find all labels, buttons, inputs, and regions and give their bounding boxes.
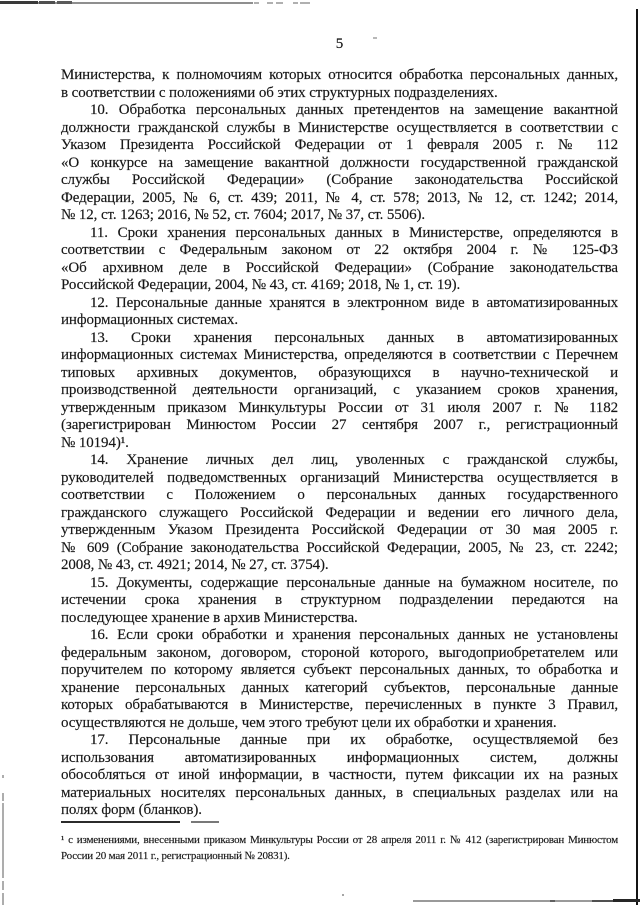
text-line: 2008, № 43, ст. 4921; 2014, № 27, ст. 3754). xyxy=(61,557,329,573)
text-line: гражданского служащего Российской Федерации и ведении его личного дела, xyxy=(61,504,618,521)
text-line: 16. Если сроки обработки и хранения персональных данных не установлены xyxy=(90,627,618,643)
scan-artifact-top-dash xyxy=(293,2,298,4)
footnote-separator xyxy=(61,821,180,823)
text-line: «Об архивном деле в Российской Федерации» (Собрание законодательства xyxy=(61,259,618,276)
text-line: руководителей подведомственных организаций Министерства осуществляется в xyxy=(61,469,618,486)
paragraph xyxy=(61,67,618,102)
paragraph xyxy=(61,330,618,453)
text-line: утвержденным Указом Президента Российской Федерации от 30 мая 2005 г. xyxy=(61,522,618,538)
text-line: № 12, ст. 1263; 2016, № 52, ст. 7604; 2017, № 37, ст. 5506). xyxy=(61,207,426,223)
scan-artifact-top-dark xyxy=(0,1,38,4)
footnote-line: России 20 мая 2011 г., регистрационный № 20831). xyxy=(61,850,290,862)
text-line: 13. Сроки хранения персональных данных в автоматизированных xyxy=(90,329,618,346)
paragraph xyxy=(61,102,618,225)
text-line: № 609 (Собрание законодательства Российской Федерации, 2005, № 23, ст. 2242; xyxy=(61,539,618,556)
scan-artifact-bottom-edge xyxy=(592,900,613,902)
paragraph xyxy=(61,575,618,628)
text-line: которых обрабатываются в Министерстве, перечисленных в пункте 3 Правил, xyxy=(61,697,618,713)
text-line: Министерства, к полномочиям которых относится обработка персональных данных, xyxy=(61,67,618,83)
scan-artifact-left-edge xyxy=(2,803,4,878)
scan-artifact-top-dark xyxy=(39,1,55,4)
text-line: 11. Сроки хранения персональных данных в Министерстве, определяются в xyxy=(90,224,618,241)
footnote-line: ¹ с изменениями, внесенными приказом Минкультуры России от 28 апреля 2011 г. № 412 (зарегистрирован Минюстом xyxy=(61,834,618,846)
text-line: соответствии с Федеральным законом от 22 октября 2004 г. № 125-ФЗ xyxy=(61,242,618,258)
scan-artifact-top-dash xyxy=(276,2,283,4)
text-line: 15. Документы, содержащие персональные данные на бумажном носителе, по xyxy=(90,574,618,591)
text-line: типовых архивных документов, образующихся в научно-технической и xyxy=(61,364,618,381)
scan-artifact-top-dash xyxy=(300,2,310,4)
text-line: поручителем по которому является субъект персональных данных, то обработка и xyxy=(61,662,618,678)
text-line: в соответствии с положениями об этих структурных подразделениях. xyxy=(61,84,498,101)
text-line: полях форм (бланков). xyxy=(61,802,202,818)
text-line: (зарегистрирован Минюстом России 27 сентября 2007 г., регистрационный xyxy=(61,417,618,433)
text-line: 17. Персональные данные при их обработке, осуществляемой без xyxy=(90,732,618,748)
scan-artifact-top-dark xyxy=(57,1,72,4)
paragraph xyxy=(61,295,618,330)
text-line: информационных системах. xyxy=(61,312,238,328)
text-line: производственной деятельности организаций, с указанием сроков хранения, xyxy=(61,382,618,398)
scan-artifact-top-dash xyxy=(267,2,273,4)
paragraph xyxy=(61,225,618,295)
text-line: материальных носителях персональных данных, в специальных разделах или на xyxy=(61,784,618,801)
text-line: соответствии с Положением о персональных данных государственного xyxy=(61,487,618,503)
text-line: 14. Хранение личных дел лиц, уволенных с гражданской службы, xyxy=(90,452,618,468)
scan-artifact-left-edge xyxy=(2,893,4,905)
text-line: № 10194)¹. xyxy=(61,434,129,451)
text-line: осуществляются не дольше, чем этого требуют цели их обработки и хранения. xyxy=(61,714,557,731)
page-number: 5 xyxy=(335,36,344,52)
scan-artifact-bottom-edge xyxy=(555,900,592,902)
scan-artifact-right-edge xyxy=(636,9,638,905)
scan-artifact-speck xyxy=(342,894,344,896)
scan-artifact-left-edge xyxy=(2,793,4,801)
text-line: истечении срока хранения в структурном подразделении передаются на xyxy=(61,592,618,608)
text-line: федеральным законом, договором, стороной которого, выгодоприобретателем или xyxy=(61,644,618,661)
paragraph xyxy=(61,452,618,575)
text-line: Федерации, 2005, № 6, ст. 439; 2011, № 4, ст. 578; 2013, № 12, ст. 1242; 2014, xyxy=(61,189,618,206)
text-line: использования автоматизированных информационных систем, должны xyxy=(61,749,618,766)
text-line: службы Российской Федерации» (Собрание законодательства Российской xyxy=(61,172,618,188)
scan-artifact-bottom-edge xyxy=(413,900,550,902)
footnote xyxy=(61,832,618,864)
scan-artifact-bottom-edge xyxy=(613,899,640,902)
scan-artifact-left-edge xyxy=(2,775,4,778)
text-line: хранение персональных данных категорий субъектов, персональные данные xyxy=(61,679,618,696)
text-line: Указом Президента Российской Федерации от 1 февраля 2005 г. № 112 xyxy=(61,137,618,153)
text-line: 10. Обработка персональных данных претендентов на замещение вакантной xyxy=(90,102,618,118)
scan-artifact-top-dash xyxy=(254,2,259,4)
scan-artifact-left-edge xyxy=(2,881,4,890)
paragraph xyxy=(61,627,618,732)
text-line: информационных системах Министерства, определяются в соответствии с Перечнем xyxy=(61,347,618,363)
text-line: обособляться от иной информации, в частности, путем фиксации их на разных xyxy=(61,767,618,783)
text-line: утвержденным приказом Минкультуры России от 31 июля 2007 г. № 1182 xyxy=(61,399,618,416)
paragraph xyxy=(61,732,618,820)
text-line: последующее хранение в архив Министерства. xyxy=(61,609,358,626)
text-line: Российской Федерации, 2004, № 43, ст. 4169; 2018, № 1, ст. 19). xyxy=(61,277,461,293)
document-body xyxy=(61,67,618,820)
text-line: 12. Персональные данные хранятся в электронном виде в автоматизированных xyxy=(90,294,618,311)
text-line: «О конкурсе на замещение вакантной должности государственной гражданской xyxy=(61,154,618,171)
footnote-separator-dash xyxy=(191,821,219,823)
text-line: должности гражданской службы в Министерстве осуществляется в соответствии с xyxy=(61,119,618,136)
